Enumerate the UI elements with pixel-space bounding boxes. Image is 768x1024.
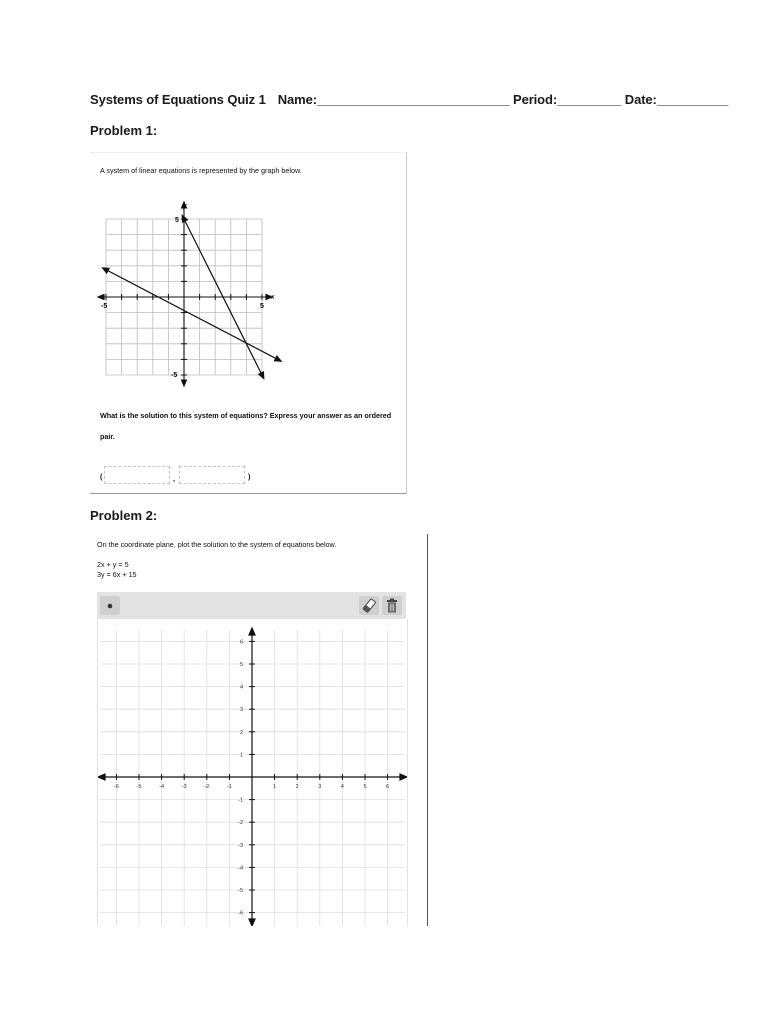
y-tick-label: 5 (239, 662, 243, 668)
x-tick-label: 2 (295, 784, 299, 790)
x-tick-label: -6 (113, 784, 119, 790)
trash-icon (382, 596, 402, 615)
quiz-header (90, 92, 728, 107)
x-tick-label: 5 (363, 784, 367, 790)
equation-2: 3y = 6x + 15 (97, 570, 137, 579)
problem-2-divider (427, 534, 428, 926)
line-arrowhead (103, 268, 110, 273)
y-max-label: 5 (175, 217, 179, 224)
x-tick-label: 1 (273, 784, 277, 790)
x-tick-label: 6 (386, 784, 390, 790)
quiz-title: Systems of Equations Quiz 1 (90, 92, 266, 107)
date-field-label: Date:__________ (624, 92, 729, 107)
x-max-label: 5 (260, 303, 264, 310)
eraser-icon (359, 596, 379, 615)
y-tick-label: 2 (239, 729, 243, 736)
y-min-label: -5 (171, 372, 178, 379)
x-tick-label: -1 (226, 784, 232, 790)
problem-2-title: Problem 2: (90, 508, 158, 523)
y-tick-label: 1 (239, 752, 243, 759)
line-arrowhead (182, 216, 187, 223)
point-tool-button[interactable] (100, 596, 120, 615)
comma: , (173, 474, 175, 483)
x-tick-label: -3 (181, 784, 187, 790)
equation-1: 2x + y = 5 (97, 560, 129, 569)
problem-1-graph (96, 198, 286, 388)
point-icon (100, 596, 120, 615)
y-tick-label: -5 (238, 888, 243, 894)
answer-x-input[interactable] (104, 466, 170, 484)
line-arrowhead (275, 356, 282, 361)
paren-close: ) (248, 472, 251, 481)
problem-1-question-line1: What is the solution to this system of equations? Express your answer as an ordered (100, 411, 392, 420)
x-tick-label: 4 (340, 784, 344, 790)
paren-open: ( (100, 472, 103, 481)
y-tick-label: -3 (238, 842, 243, 849)
y-tick-label: -2 (238, 820, 243, 827)
y-axis-label: y (183, 203, 187, 210)
problem-2-coordinate-plane[interactable] (98, 619, 407, 926)
answer-y-input[interactable] (179, 466, 245, 484)
problem-2-axes (98, 628, 407, 926)
x-axis-label: x (271, 294, 275, 301)
y-tick-label: -6 (238, 910, 243, 917)
problem-1-title: Problem 1: (90, 123, 158, 138)
x-tick-label: -4 (159, 784, 165, 790)
x-tick-label: -5 (136, 784, 142, 790)
problem-1-prompt: A system of linear equations is represented by the graph below. (100, 166, 302, 175)
x-tick-label: -2 (204, 784, 210, 790)
graph-toolbar (97, 592, 406, 619)
line-arrowhead (259, 372, 264, 379)
graph-line-1 (103, 268, 282, 361)
name-field-label: Name:___________________________ (277, 92, 510, 107)
x-tick-label: 3 (318, 784, 322, 790)
delete-button[interactable] (382, 596, 402, 615)
y-tick-label: 4 (239, 684, 243, 691)
y-tick-label: -4 (238, 865, 243, 872)
period-field-label: Period:_________ (513, 92, 622, 107)
y-tick-label: 3 (239, 707, 243, 714)
x-min-label: -5 (101, 303, 108, 310)
problem-2-graph-area[interactable] (97, 619, 408, 926)
y-tick-label: -1 (238, 797, 243, 804)
eraser-button[interactable] (359, 596, 379, 615)
problem-1-question-line2: pair. (100, 432, 115, 441)
y-tick-label: 6 (239, 639, 243, 646)
problem-2-prompt: On the coordinate plane, plot the solution to the system of equations below. (97, 540, 337, 549)
